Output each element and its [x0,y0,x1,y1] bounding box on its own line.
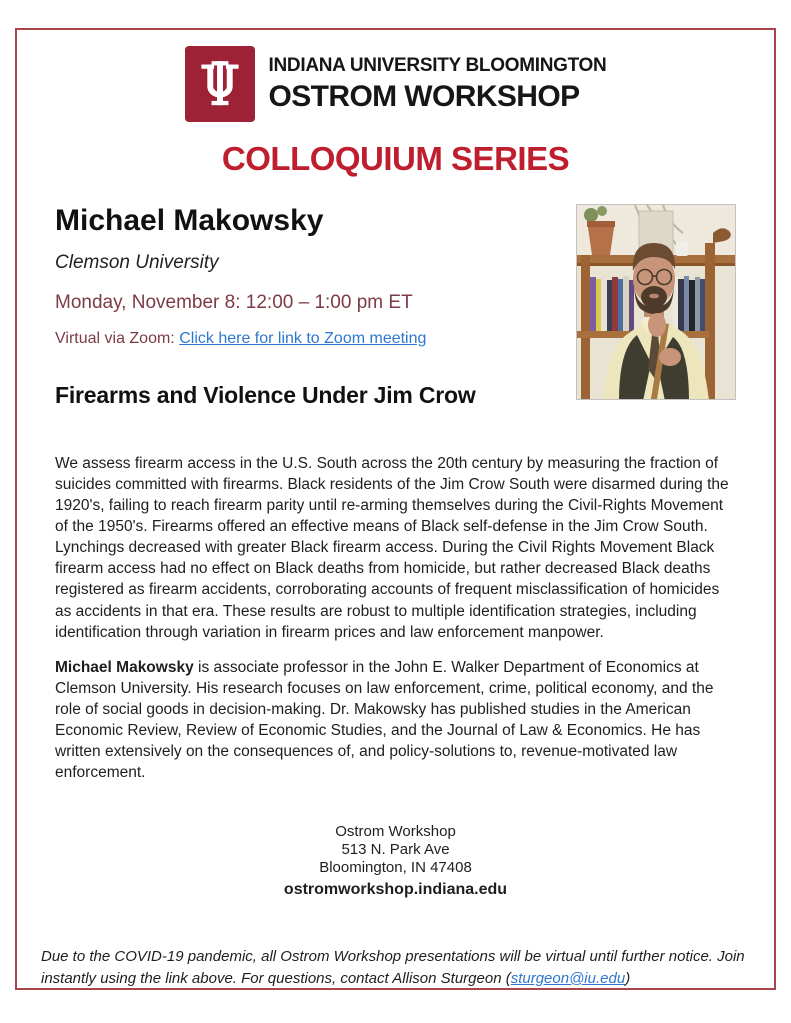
speaker-section [55,204,736,409]
brand-block [55,46,736,122]
venue-line [55,330,556,348]
covid-note [41,946,750,990]
bio-text: is associate professor in the John E. Walker Department of Economics at Clemson University. His research focuses on law enforcement, crime, political economy, and the role of social goods in decision-making. Dr. Makowsky has published studies in the American Economic Review, Review of Economic Studies, and the Journal of Law & Economics. He has written extensively on the consequences of, and policy-solutions to, revenue-motivated law enforcement. [55,658,714,782]
bio-paragraph [55,657,736,783]
series-title: COLLOQUIUM SERIES [221,140,570,177]
event-datetime: Monday, November 8: 12:00 – 1:00 pm ET [55,292,413,313]
bio-speaker-name: Michael Makowsky [55,658,194,676]
zoom-meeting-link[interactable]: Click here for link to Zoom meeting [179,330,427,347]
footer [55,823,736,900]
speaker-affiliation: Clemson University [55,252,219,273]
iu-trident-icon [185,46,255,122]
talk-title: Firearms and Violence Under Jim Crow [55,382,476,408]
org-name: OSTROM WORKSHOP [268,79,580,113]
footer-website: ostromworkshop.indiana.edu [283,881,508,899]
speaker-name: Michael Makowsky [55,204,324,237]
venue-label: Virtual via Zoom: [55,330,175,347]
body-text [55,453,736,783]
header [55,46,736,178]
covid-note-text: Due to the COVID-19 pandemic, all Ostrom Workshop presentations will be virtual until further notice. Join instantly using the link above. For questions, contact Allison Sturgeon ( [41,948,745,987]
footer-org: Ostrom Workshop [335,823,456,841]
speaker-info [55,204,576,409]
abstract-paragraph: We assess firearm access in the U.S. South across the 20th century by measuring the fraction of suicides committed with firearms. Black residents of the Jim Crow South were disarmed during the 1920's, failing to reach firearm parity until re-arming themselves during the Civil-Rights Movement of the 1950's. Firearms offered an effective means of Black self-defense in the Jim Crow South. Lynchings decreased with greater Black firearm access. During the Civil Rights Movement Black firearm access had no effect on Black deaths from homicide, but rather decreased Black deaths registered as firearm accidents, corroborating accounts of frequent misclassification of homicides as accidents in that era. These results are robust to multiple identification strategies, including identification through variation in firearm prices and law enforcement manpower. [55,455,729,641]
footer-address-line2: Bloomington, IN 47408 [319,858,472,876]
footer-address-line1: 513 N. Park Ave [341,840,450,858]
campus-name: INDIANA UNIVERSITY BLOOMINGTON [268,54,607,76]
contact-email-link[interactable]: sturgeon@iu.edu [510,969,626,987]
speaker-photo [576,204,736,400]
brand-text [269,55,607,114]
covid-note-close: ) [625,969,631,987]
